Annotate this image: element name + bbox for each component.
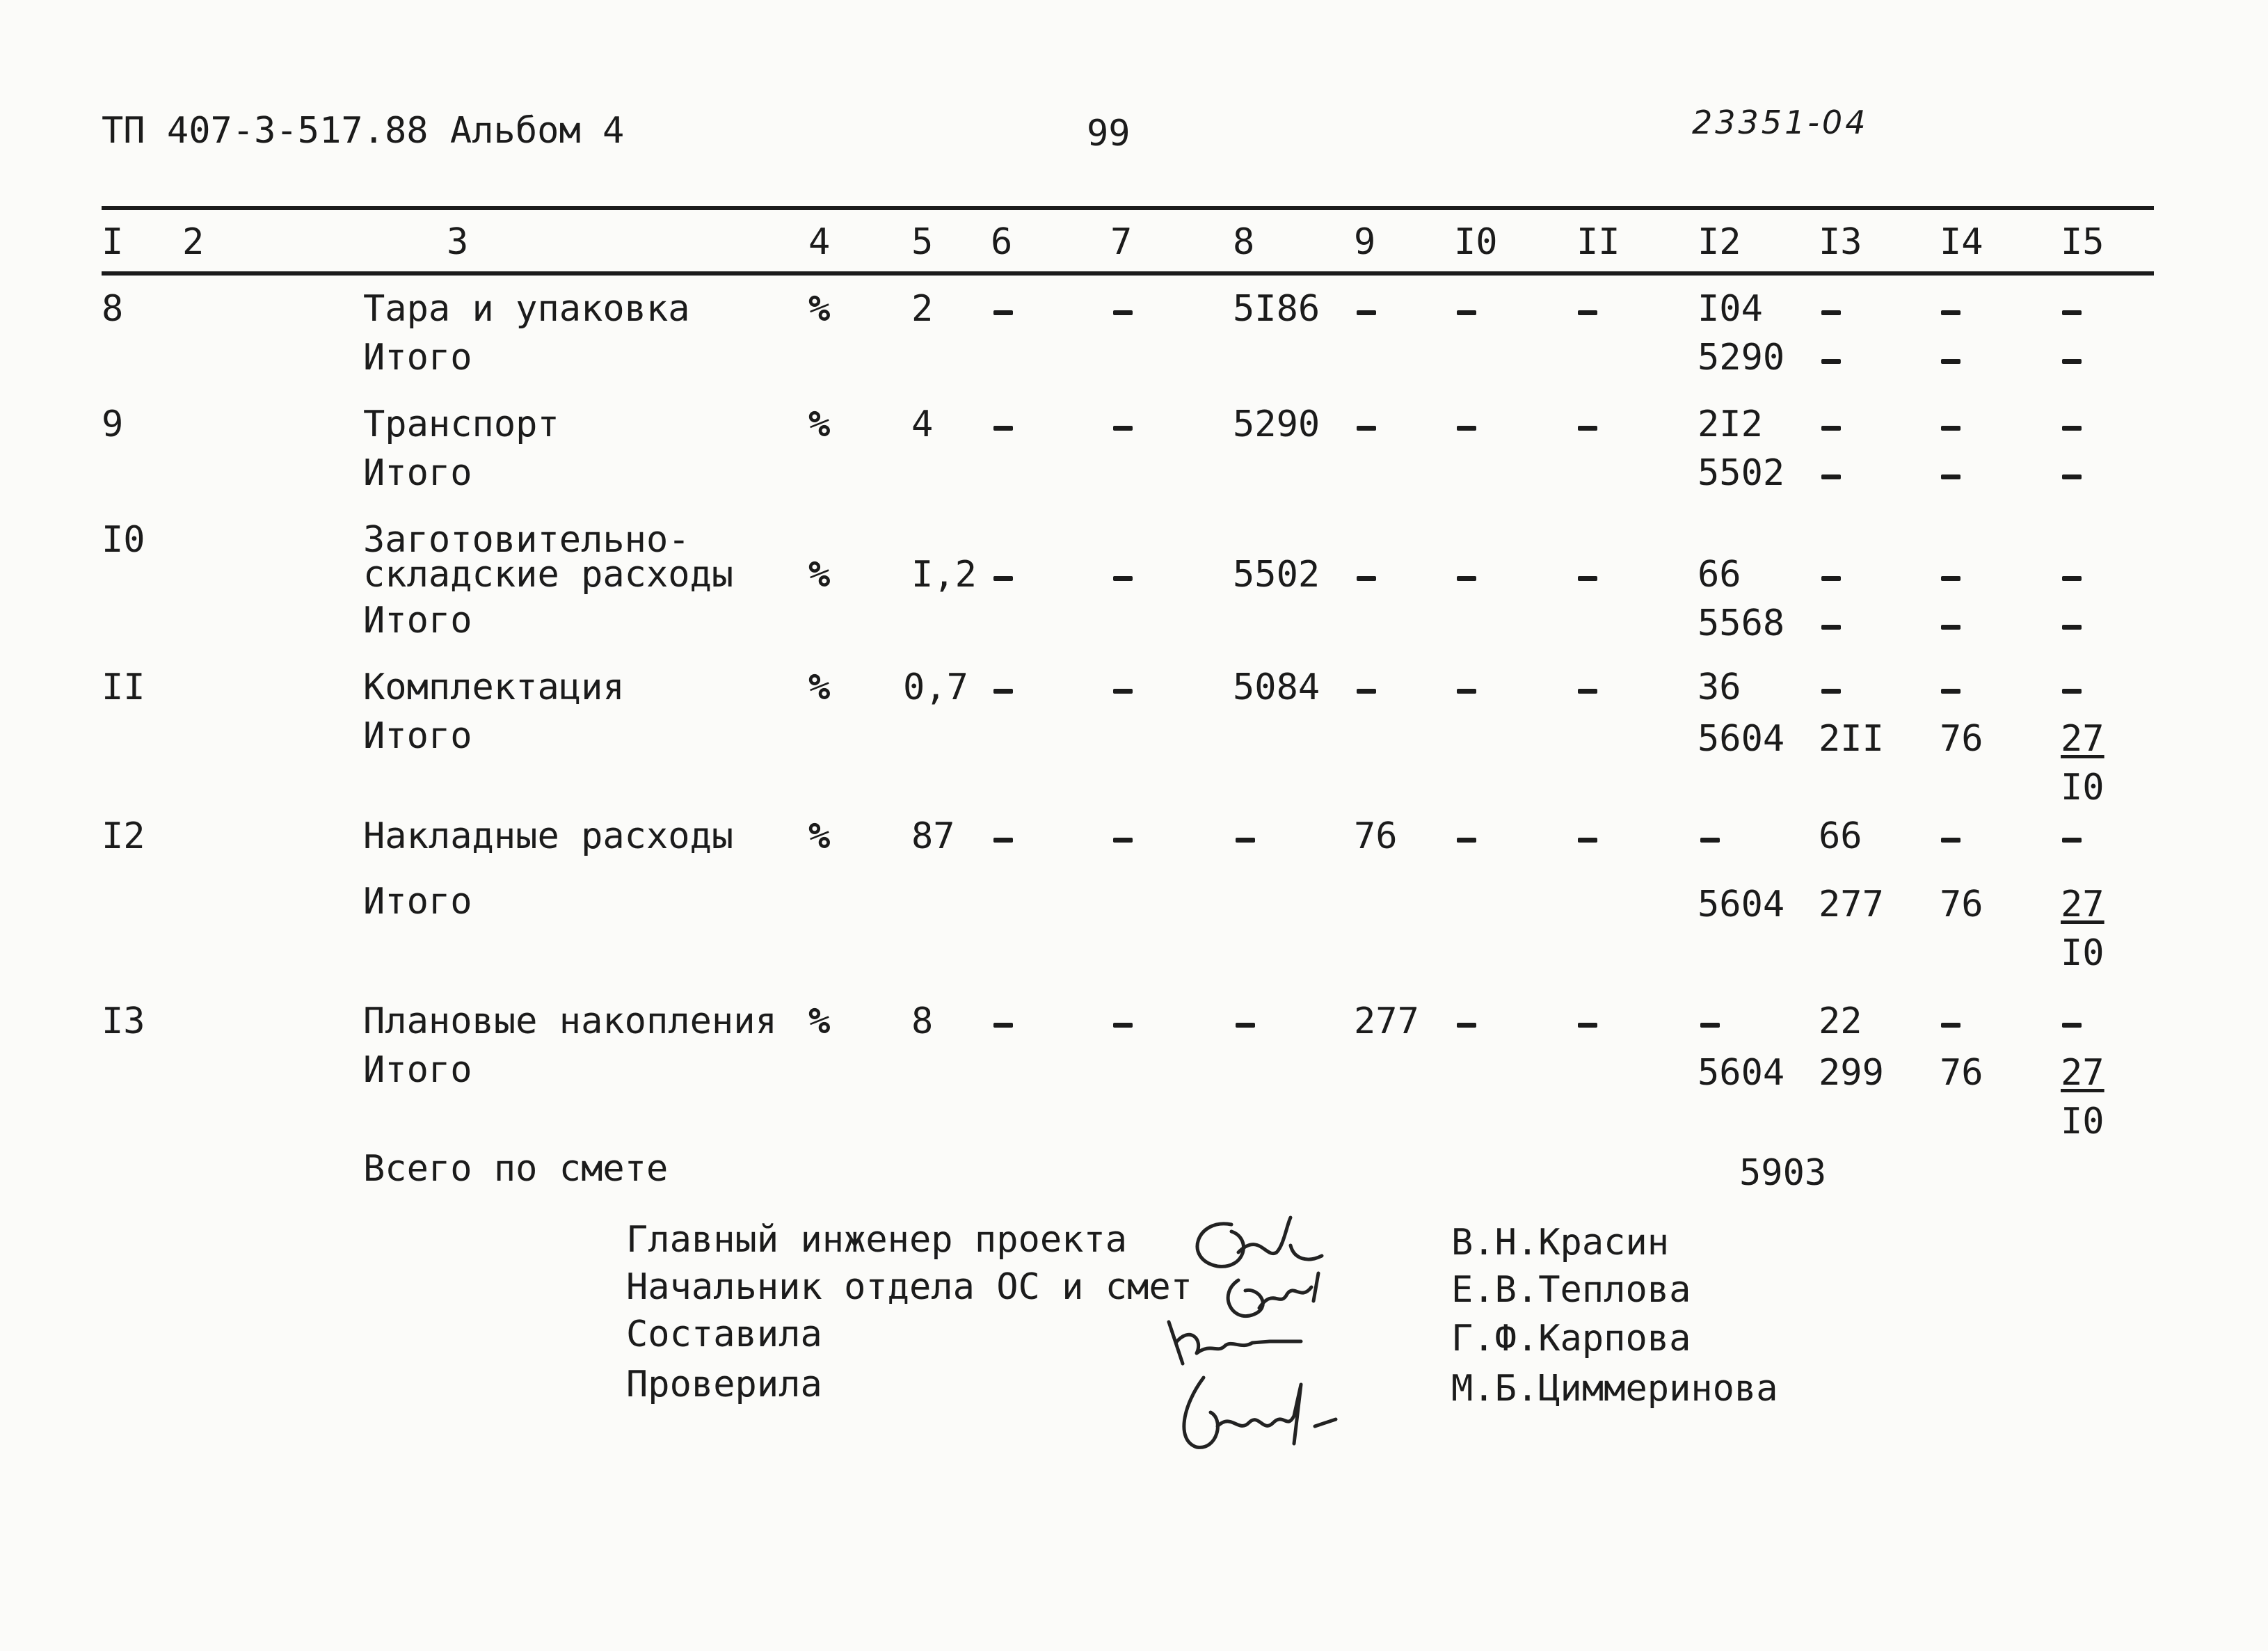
row-name: Комплектация (363, 667, 625, 708)
row-name-line2: складские расходы (363, 554, 734, 596)
signatory-name: В.Н.Красин (1451, 1222, 1670, 1263)
row-unit: % (808, 554, 831, 596)
row-number: 8 (102, 288, 124, 330)
empty-cell-dash (1457, 1023, 1476, 1028)
empty-cell-dash (1821, 474, 1841, 479)
handwritten-signatures (1155, 1204, 1391, 1482)
empty-cell-dash (1941, 576, 1960, 581)
subtotal-col12: 5604 (1698, 718, 1785, 760)
empty-cell-dash (1821, 689, 1841, 694)
row-unit: % (808, 815, 831, 857)
empty-cell-dash (2062, 1023, 2082, 1028)
signatory-name: Г.Ф.Карпова (1451, 1318, 1691, 1359)
col-header-11: II (1576, 221, 1620, 263)
subtotal-label: Итого (363, 452, 472, 494)
col-header-8: 8 (1233, 221, 1255, 263)
row-base: 5I86 (1233, 288, 1320, 330)
subtotal-col12: 5502 (1698, 452, 1785, 494)
row-name: Транспорт (363, 404, 559, 445)
row-unit: % (808, 288, 831, 330)
empty-cell-dash (1941, 310, 1960, 315)
row-col9: 277 (1354, 1000, 1419, 1042)
empty-cell-dash (1821, 576, 1841, 581)
row-col13: 22 (1819, 1000, 1862, 1042)
row-base: 5290 (1233, 404, 1320, 445)
row-unit: % (808, 1000, 831, 1042)
subtotal-col14: 76 (1940, 884, 1983, 925)
col-header-10: I0 (1454, 221, 1498, 263)
empty-cell-dash (1578, 1023, 1597, 1028)
empty-cell-dash (2062, 838, 2082, 843)
table-header-bottom-rule (102, 271, 2154, 276)
row-number: I0 (102, 519, 145, 561)
col-header-2: 2 (182, 221, 205, 263)
col-header-6: 6 (991, 221, 1013, 263)
subtotal-col15-denominator: I0 (2061, 767, 2105, 808)
row-number: II (102, 667, 145, 708)
subtotal-col13: 2II (1819, 718, 1884, 760)
empty-cell-dash (1821, 625, 1841, 630)
empty-cell-dash (993, 310, 1013, 315)
subtotal-col13: 277 (1819, 884, 1884, 925)
empty-cell-dash (1357, 576, 1376, 581)
subtotal-label: Итого (363, 600, 472, 641)
row-col12: 36 (1698, 667, 1741, 708)
col-header-5: 5 (911, 221, 934, 263)
empty-cell-dash (993, 838, 1013, 843)
row-rate: I,2 (911, 554, 977, 596)
col-header-1: I (102, 221, 124, 263)
empty-cell-dash (1357, 689, 1376, 694)
empty-cell-dash (2062, 359, 2082, 364)
empty-cell-dash (993, 576, 1013, 581)
empty-cell-dash (2062, 474, 2082, 479)
row-unit: % (808, 404, 831, 445)
empty-cell-dash (1941, 359, 1960, 364)
empty-cell-dash (1113, 1023, 1133, 1028)
empty-cell-dash (2062, 576, 2082, 581)
col-header-14: I4 (1940, 221, 1983, 263)
empty-cell-dash (1236, 1023, 1255, 1028)
row-number: 9 (102, 404, 124, 445)
col-header-9: 9 (1354, 221, 1376, 263)
empty-cell-dash (1700, 1023, 1720, 1028)
empty-cell-dash (1578, 838, 1597, 843)
signature-role: Главный инженер проекта (626, 1219, 1128, 1261)
empty-cell-dash (1357, 426, 1376, 431)
row-number: I2 (102, 815, 145, 857)
row-rate: 87 (911, 815, 955, 857)
signature-role: Составила (626, 1314, 822, 1355)
signature-role: Начальник отдела ОС и смет (626, 1266, 1192, 1308)
document-code: ТП 407-3-517.88 Альбом 4 (102, 110, 625, 152)
archive-stamp-number: 23351-04 (1692, 104, 1869, 141)
empty-cell-dash (993, 1023, 1013, 1028)
subtotal-label: Итого (363, 715, 472, 757)
subtotal-col14: 76 (1940, 718, 1983, 760)
subtotal-label: Итого (363, 881, 472, 923)
col-header-3: 3 (447, 221, 469, 263)
row-name: Накладные расходы (363, 815, 734, 857)
subtotal-col15-numerator: 27 (2061, 1052, 2105, 1094)
empty-cell-dash (1457, 689, 1476, 694)
empty-cell-dash (1578, 689, 1597, 694)
empty-cell-dash (1578, 576, 1597, 581)
empty-cell-dash (1357, 310, 1376, 315)
signatory-name: Е.В.Теплова (1451, 1269, 1691, 1311)
empty-cell-dash (1941, 838, 1960, 843)
empty-cell-dash (1578, 310, 1597, 315)
col-header-13: I3 (1819, 221, 1862, 263)
row-col12: I04 (1698, 288, 1763, 330)
empty-cell-dash (1457, 426, 1476, 431)
subtotal-col12: 5604 (1698, 1052, 1785, 1094)
empty-cell-dash (2062, 310, 2082, 315)
subtotal-label: Итого (363, 337, 472, 378)
page-number: 99 (1087, 113, 1131, 154)
empty-cell-dash (2062, 625, 2082, 630)
subtotal-col14: 76 (1940, 1052, 1983, 1094)
row-rate: 4 (911, 404, 934, 445)
row-rate: 2 (911, 288, 934, 330)
table-top-rule (102, 206, 2154, 210)
subtotal-col15-numerator: 27 (2061, 718, 2105, 760)
subtotal-col15-numerator: 27 (2061, 884, 2105, 925)
row-unit: % (808, 667, 831, 708)
empty-cell-dash (2062, 426, 2082, 431)
col-header-4: 4 (808, 221, 831, 263)
empty-cell-dash (1941, 689, 1960, 694)
signature-role: Проверила (626, 1364, 822, 1405)
empty-cell-dash (1113, 689, 1133, 694)
empty-cell-dash (1113, 576, 1133, 581)
subtotal-col15-denominator: I0 (2061, 1101, 2105, 1142)
empty-cell-dash (1457, 310, 1476, 315)
row-col13: 66 (1819, 815, 1862, 857)
empty-cell-dash (993, 689, 1013, 694)
subtotal-col12: 5604 (1698, 884, 1785, 925)
subtotal-col12: 5568 (1698, 603, 1785, 644)
empty-cell-dash (1457, 576, 1476, 581)
row-name: Тара и упаковка (363, 288, 690, 330)
empty-cell-dash (1700, 838, 1720, 843)
col-header-15: I5 (2061, 221, 2105, 263)
row-number: I3 (102, 1000, 145, 1042)
grand-total-label: Всего по смете (363, 1148, 669, 1190)
row-name-line1: Заготовительно- (363, 519, 690, 561)
empty-cell-dash (1941, 474, 1960, 479)
subtotal-col12: 5290 (1698, 337, 1785, 378)
row-rate: 8 (911, 1000, 934, 1042)
subtotal-label: Итого (363, 1049, 472, 1091)
empty-cell-dash (1578, 426, 1597, 431)
grand-total-value: 5903 (1739, 1152, 1827, 1194)
row-base: 5084 (1233, 667, 1320, 708)
empty-cell-dash (1113, 310, 1133, 315)
empty-cell-dash (1236, 838, 1255, 843)
empty-cell-dash (1941, 625, 1960, 630)
row-col12: 2I2 (1698, 404, 1763, 445)
row-base: 5502 (1233, 554, 1320, 596)
empty-cell-dash (1113, 426, 1133, 431)
subtotal-col15-denominator: I0 (2061, 932, 2105, 974)
row-col12: 66 (1698, 554, 1741, 596)
empty-cell-dash (1941, 426, 1960, 431)
row-name: Плановые накопления (363, 1000, 777, 1042)
empty-cell-dash (2062, 689, 2082, 694)
signatory-name: М.Б.Циммеринова (1451, 1368, 1778, 1410)
col-header-7: 7 (1110, 221, 1133, 263)
col-header-12: I2 (1698, 221, 1741, 263)
row-col9: 76 (1354, 815, 1398, 857)
empty-cell-dash (1821, 310, 1841, 315)
empty-cell-dash (1821, 359, 1841, 364)
empty-cell-dash (1941, 1023, 1960, 1028)
empty-cell-dash (1457, 838, 1476, 843)
empty-cell-dash (993, 426, 1013, 431)
subtotal-col13: 299 (1819, 1052, 1884, 1094)
empty-cell-dash (1821, 426, 1841, 431)
empty-cell-dash (1113, 838, 1133, 843)
row-rate: 0,7 (903, 667, 968, 708)
